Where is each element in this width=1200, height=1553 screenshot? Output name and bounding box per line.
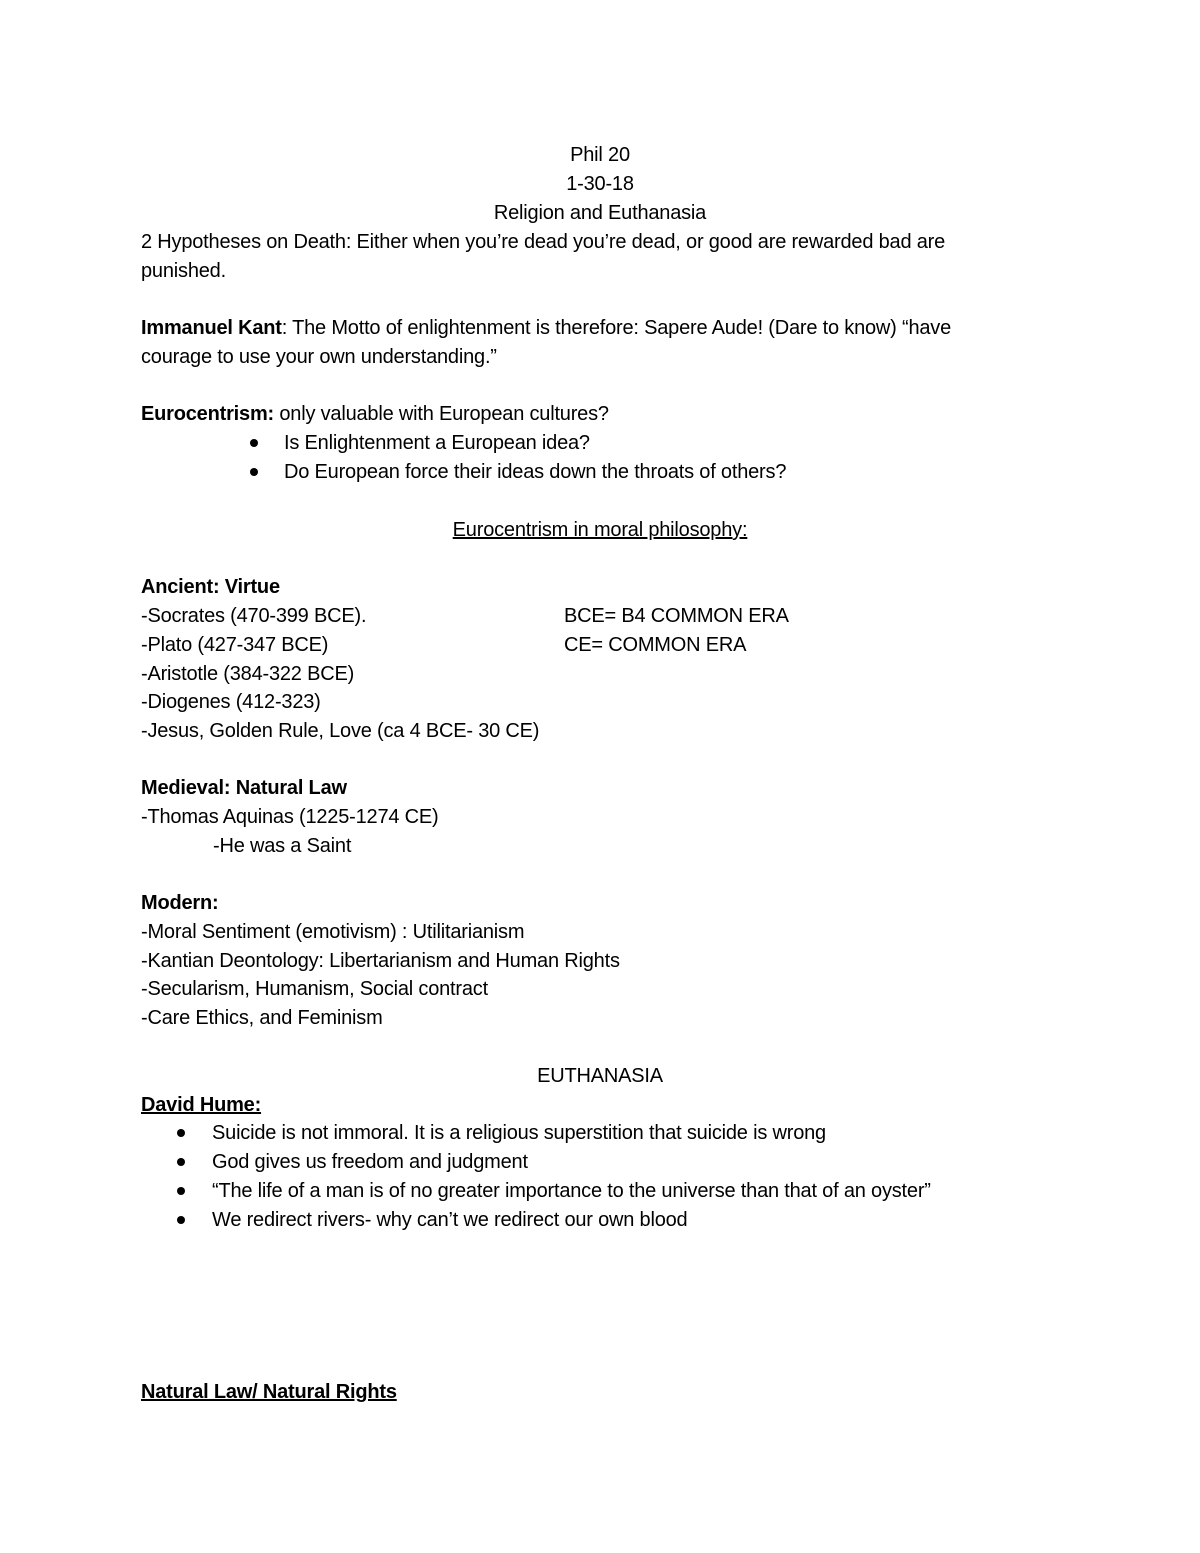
hypotheses-line-1: 2 Hypotheses on Death: Either when you’re dead you’re dead, or good are rewarded bad are (141, 231, 946, 253)
hume-label: David Hume: (141, 1094, 262, 1116)
ce-note: CE= COMMON ERA (564, 634, 747, 656)
bullet-icon (177, 1216, 185, 1224)
medieval-heading: Medieval: Natural Law (141, 777, 347, 799)
eurocentrism-label: Eurocentrism: (141, 403, 274, 425)
bullet-icon (250, 439, 258, 447)
moral-philosophy-heading: Eurocentrism in moral philosophy: (452, 519, 748, 541)
list-item: -Kantian Deontology: Libertarianism and Human Rights (141, 950, 620, 972)
list-item: -Thomas Aquinas (1225-1274 CE) (141, 806, 439, 828)
lecture-date: 1-30-18 (566, 173, 634, 195)
kant-line-1 (141, 314, 951, 343)
list-item: -Plato (427-347 BCE) (141, 634, 329, 656)
natural-law-heading: Natural Law/ Natural Rights (141, 1381, 397, 1403)
eurocentrism-question: only valuable with European cultures? (274, 403, 609, 425)
modern-heading: Modern: (141, 892, 219, 914)
list-item: -Care Ethics, and Feminism (141, 1007, 383, 1029)
hypotheses-line-2: punished. (141, 260, 226, 282)
bullet-icon (177, 1187, 185, 1195)
kant-quote-start: : The Motto of enlightenment is therefore: Sapere Aude! (Dare to know) “have (281, 317, 952, 339)
bullet-icon (177, 1129, 185, 1137)
kant-line-2: courage to use your own understanding.” (141, 346, 497, 368)
kant-label: Immanuel Kant (141, 317, 282, 339)
list-item: -Moral Sentiment (emotivism) : Utilitarianism (141, 921, 525, 943)
eurocentrism-line (141, 400, 609, 429)
bullet-icon (250, 468, 258, 476)
list-item: -Aristotle (384-322 BCE) (141, 663, 355, 685)
course-title: Phil 20 (570, 144, 630, 166)
document-page: Phil 20 1-30-18 Religion and Euthanasia 2 Hypotheses on Death: Either when you’re dead you’re dead, or good are rewarded bad are punished. Immanuel Kant: The Motto of enlightenment is therefore: Sapere Aude! (Dare to know) “have courage to use your own understanding.” Eurocentrism: only valuable with European cultures? Is Enlightenment a European idea? Do European force their ideas down the throats of others? Eurocentrism in moral philosophy: Ancient: Virtue -Socrates (470-399 BCE). BCE= B4 COMMON ERA -Plato (427-347 BCE) CE= COMMON ERA -Aristotle (384-322 BCE) -Diogenes (412-323) -Jesus, Golden Rule, Love (ca 4 BCE- 30 CE) Medieval: Natural Law -Thomas Aquinas (1225-1274 CE) -He was a Saint Modern: -Moral Sentiment (emotivism) : Utilitarianism -Kantian Deontology: Libertarianism and Human Rights -Secularism, Humanism, Social contract -Care Ethics, and Feminism EUTHANASIA David Hume: Suicide is not immoral. It is a religious superstition that suicide is wrong God gives us freedom and judgment “The life of a man is of no greater importance to the universe than that of an oyster” We redirect rivers- why can’t we redirect our own blood Natural Law/ Natural Rights (0, 0, 1200, 1553)
list-item: -Socrates (470-399 BCE). (141, 605, 367, 627)
bce-note: BCE= B4 COMMON ERA (564, 605, 789, 627)
list-item: -Secularism, Humanism, Social contract (141, 978, 488, 1000)
list-subitem: -He was a Saint (213, 835, 352, 857)
euthanasia-heading: EUTHANASIA (537, 1065, 663, 1087)
lecture-topic: Religion and Euthanasia (493, 202, 707, 224)
bullet-icon (177, 1158, 185, 1166)
ancient-heading: Ancient: Virtue (141, 576, 280, 598)
list-item: -Jesus, Golden Rule, Love (ca 4 BCE- 30 CE) (141, 720, 540, 742)
list-item: -Diogenes (412-323) (141, 691, 321, 713)
